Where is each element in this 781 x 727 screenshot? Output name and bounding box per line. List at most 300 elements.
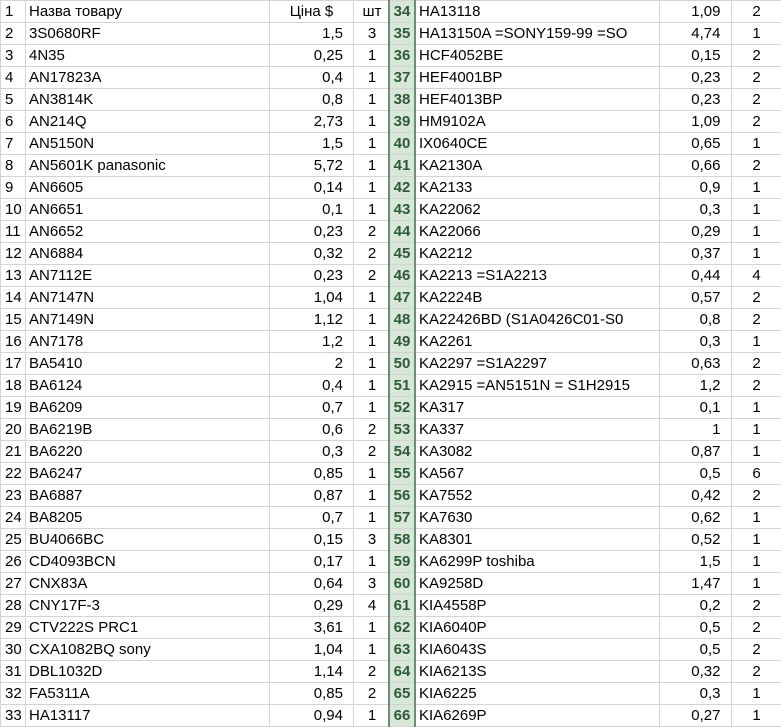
product-name-cell[interactable]: KA22426BD (S1A0426C01-S0 xyxy=(415,309,659,331)
product-name-cell[interactable]: HM9102A xyxy=(415,111,659,133)
product-name-cell[interactable]: KA2133 xyxy=(415,177,659,199)
table-row xyxy=(389,243,781,265)
row-number: 27 xyxy=(1,573,26,595)
table-row xyxy=(1,705,391,727)
table-row xyxy=(389,67,781,89)
table-row xyxy=(1,573,391,595)
qty-cell[interactable]: 1 xyxy=(354,67,391,89)
product-name-cell[interactable]: KA22062 xyxy=(415,199,659,221)
price-cell[interactable]: 0,85 xyxy=(270,683,354,705)
table-row xyxy=(1,441,391,463)
qty-cell[interactable]: 1 xyxy=(731,507,781,529)
table-row xyxy=(1,23,391,45)
product-name-cell[interactable]: KA337 xyxy=(415,419,659,441)
qty-cell[interactable]: 2 xyxy=(731,617,781,639)
qty-cell[interactable]: 2 xyxy=(354,661,391,683)
price-cell[interactable]: 1,2 xyxy=(270,331,354,353)
table-row xyxy=(1,89,391,111)
row-number: 51 xyxy=(389,375,415,397)
qty-cell[interactable]: 1 xyxy=(354,507,391,529)
qty-cell[interactable]: 2 xyxy=(354,441,391,463)
row-number: 62 xyxy=(389,617,415,639)
table-row xyxy=(1,419,391,441)
row-number: 9 xyxy=(1,177,26,199)
qty-cell[interactable]: 1 xyxy=(731,419,781,441)
price-cell[interactable]: 0,23 xyxy=(270,221,354,243)
product-name-cell[interactable]: CNY17F-3 xyxy=(26,595,270,617)
table-row xyxy=(1,529,391,551)
row-number: 37 xyxy=(389,67,415,89)
product-name-cell[interactable]: KIA6225 xyxy=(415,683,659,705)
qty-cell[interactable]: 1 xyxy=(731,397,781,419)
table-row xyxy=(389,199,781,221)
price-cell[interactable]: 0,29 xyxy=(659,221,731,243)
price-cell[interactable]: 1,2 xyxy=(659,375,731,397)
product-name-cell[interactable]: CD4093BCN xyxy=(26,551,270,573)
header-qty[interactable]: шт xyxy=(354,1,391,23)
row-number: 42 xyxy=(389,177,415,199)
qty-cell[interactable]: 2 xyxy=(731,309,781,331)
qty-cell[interactable]: 4 xyxy=(354,595,391,617)
price-cell[interactable]: 0,23 xyxy=(270,265,354,287)
row-number: 31 xyxy=(1,661,26,683)
row-number: 17 xyxy=(1,353,26,375)
table-row xyxy=(389,177,781,199)
row-number: 2 xyxy=(1,23,26,45)
qty-cell[interactable]: 2 xyxy=(731,287,781,309)
product-name-cell[interactable]: AN7147N xyxy=(26,287,270,309)
product-name-cell[interactable]: CXA1082BQ sony xyxy=(26,639,270,661)
price-cell[interactable]: 0,8 xyxy=(270,89,354,111)
qty-cell[interactable]: 1 xyxy=(731,529,781,551)
product-name-cell[interactable]: AN6651 xyxy=(26,199,270,221)
price-cell[interactable]: 0,65 xyxy=(659,133,731,155)
price-cell[interactable]: 0,3 xyxy=(659,199,731,221)
product-name-cell[interactable]: BU4066BC xyxy=(26,529,270,551)
table-row xyxy=(1,397,391,419)
price-cell[interactable]: 0,3 xyxy=(659,683,731,705)
qty-cell[interactable]: 2 xyxy=(354,683,391,705)
product-name-cell[interactable]: KA8301 xyxy=(415,529,659,551)
product-name-cell[interactable]: KA2130A xyxy=(415,155,659,177)
price-cell[interactable]: 0,4 xyxy=(270,67,354,89)
qty-cell[interactable]: 1 xyxy=(354,397,391,419)
product-name-cell[interactable]: KIA6213S xyxy=(415,661,659,683)
qty-cell[interactable]: 2 xyxy=(731,111,781,133)
qty-cell[interactable]: 1 xyxy=(354,45,391,67)
row-number: 16 xyxy=(1,331,26,353)
row-number: 39 xyxy=(389,111,415,133)
table-row xyxy=(1,595,391,617)
product-name-cell[interactable]: AN6884 xyxy=(26,243,270,265)
product-name-cell[interactable]: HCF4052BE xyxy=(415,45,659,67)
product-name-cell[interactable]: CNX83A xyxy=(26,573,270,595)
row-number: 56 xyxy=(389,485,415,507)
price-cell[interactable]: 0,1 xyxy=(270,199,354,221)
price-cell[interactable]: 0,94 xyxy=(270,705,354,727)
table-row xyxy=(389,221,781,243)
price-cell[interactable]: 0,64 xyxy=(270,573,354,595)
table-row xyxy=(389,617,781,639)
product-name-cell[interactable]: FA5311A xyxy=(26,683,270,705)
table-row xyxy=(389,419,781,441)
qty-cell[interactable]: 2 xyxy=(731,595,781,617)
row-number: 8 xyxy=(1,155,26,177)
row-number: 11 xyxy=(1,221,26,243)
row-number: 30 xyxy=(1,639,26,661)
qty-cell[interactable]: 1 xyxy=(354,331,391,353)
price-cell[interactable]: 0,17 xyxy=(270,551,354,573)
table-row xyxy=(389,397,781,419)
product-name-cell[interactable]: KA567 xyxy=(415,463,659,485)
table-row xyxy=(389,705,781,727)
product-name-cell[interactable]: AN3814K xyxy=(26,89,270,111)
price-cell[interactable]: 4,74 xyxy=(659,23,731,45)
table-row xyxy=(1,551,391,573)
price-cell[interactable]: 0,63 xyxy=(659,353,731,375)
price-cell[interactable]: 0,5 xyxy=(659,639,731,661)
table-row xyxy=(1,309,391,331)
row-number: 46 xyxy=(389,265,415,287)
price-cell[interactable]: 1,09 xyxy=(659,111,731,133)
product-name-cell[interactable]: AN17823A xyxy=(26,67,270,89)
row-number: 6 xyxy=(1,111,26,133)
product-name-cell[interactable]: AN214Q xyxy=(26,111,270,133)
table-row xyxy=(1,375,391,397)
row-number: 34 xyxy=(389,1,415,23)
qty-cell[interactable]: 2 xyxy=(731,1,781,23)
price-cell[interactable]: 0,27 xyxy=(659,705,731,727)
table-row xyxy=(1,177,391,199)
price-cell[interactable]: 1,5 xyxy=(270,23,354,45)
row-number: 52 xyxy=(389,397,415,419)
qty-cell[interactable]: 1 xyxy=(354,617,391,639)
qty-cell[interactable]: 1 xyxy=(354,639,391,661)
row-number: 4 xyxy=(1,67,26,89)
price-cell[interactable]: 0,37 xyxy=(659,243,731,265)
qty-cell[interactable]: 6 xyxy=(731,463,781,485)
table-row xyxy=(389,507,781,529)
price-cell[interactable]: 1,09 xyxy=(659,1,731,23)
price-cell[interactable]: 0,15 xyxy=(270,529,354,551)
row-number: 58 xyxy=(389,529,415,551)
product-name-cell[interactable]: KA2212 xyxy=(415,243,659,265)
price-cell[interactable]: 0,3 xyxy=(270,441,354,463)
price-cell[interactable]: 0,15 xyxy=(659,45,731,67)
product-name-cell[interactable]: KIA6269P xyxy=(415,705,659,727)
product-name-cell[interactable]: KA2213 =S1A2213 xyxy=(415,265,659,287)
table-row xyxy=(1,639,391,661)
row-number: 53 xyxy=(389,419,415,441)
qty-cell[interactable]: 2 xyxy=(354,221,391,243)
price-cell[interactable]: 5,72 xyxy=(270,155,354,177)
price-cell[interactable]: 0,3 xyxy=(659,331,731,353)
qty-cell[interactable]: 2 xyxy=(731,661,781,683)
price-cell[interactable]: 0,8 xyxy=(659,309,731,331)
product-name-cell[interactable]: KIA6043S xyxy=(415,639,659,661)
table-row xyxy=(389,133,781,155)
price-cell[interactable]: 0,32 xyxy=(270,243,354,265)
price-cell[interactable]: 1,5 xyxy=(270,133,354,155)
table-row xyxy=(389,573,781,595)
price-cell[interactable]: 1,47 xyxy=(659,573,731,595)
product-name-cell[interactable]: AN7149N xyxy=(26,309,270,331)
qty-cell[interactable]: 1 xyxy=(354,133,391,155)
qty-cell[interactable]: 1 xyxy=(731,133,781,155)
row-number: 7 xyxy=(1,133,26,155)
row-number: 59 xyxy=(389,551,415,573)
product-name-cell[interactable]: AN7112E xyxy=(26,265,270,287)
header-name[interactable]: Назва товару xyxy=(26,1,270,23)
qty-cell[interactable]: 2 xyxy=(354,419,391,441)
product-name-cell[interactable]: AN6605 xyxy=(26,177,270,199)
row-number: 35 xyxy=(389,23,415,45)
price-cell[interactable]: 0,29 xyxy=(270,595,354,617)
row-number: 20 xyxy=(1,419,26,441)
qty-cell[interactable]: 2 xyxy=(354,243,391,265)
price-cell[interactable]: 3,61 xyxy=(270,617,354,639)
price-cell[interactable]: 2 xyxy=(270,353,354,375)
qty-cell[interactable]: 4 xyxy=(731,265,781,287)
row-number: 49 xyxy=(389,331,415,353)
price-cell[interactable]: 0,7 xyxy=(270,507,354,529)
product-name-cell[interactable]: BA6220 xyxy=(26,441,270,463)
qty-cell[interactable]: 3 xyxy=(354,529,391,551)
price-cell[interactable]: 0,62 xyxy=(659,507,731,529)
row-number: 26 xyxy=(1,551,26,573)
price-cell[interactable]: 0,32 xyxy=(659,661,731,683)
price-cell[interactable]: 1,12 xyxy=(270,309,354,331)
table-row xyxy=(389,1,781,23)
row-number: 63 xyxy=(389,639,415,661)
qty-cell[interactable]: 2 xyxy=(731,155,781,177)
price-cell[interactable]: 0,23 xyxy=(659,67,731,89)
table-row xyxy=(389,287,781,309)
product-name-cell[interactable]: BA6219B xyxy=(26,419,270,441)
qty-cell[interactable]: 2 xyxy=(731,45,781,67)
table-row xyxy=(1,331,391,353)
table-row xyxy=(1,287,391,309)
product-name-cell[interactable]: AN7178 xyxy=(26,331,270,353)
price-cell[interactable]: 0,23 xyxy=(659,89,731,111)
product-name-cell[interactable]: HEF4001BP xyxy=(415,67,659,89)
qty-cell[interactable]: 1 xyxy=(731,441,781,463)
product-name-cell[interactable]: HA13150A =SONY159-99 =SO xyxy=(415,23,659,45)
qty-cell[interactable]: 1 xyxy=(354,705,391,727)
table-row xyxy=(389,551,781,573)
product-name-cell[interactable]: KA7552 xyxy=(415,485,659,507)
row-number: 18 xyxy=(1,375,26,397)
qty-cell[interactable]: 1 xyxy=(354,111,391,133)
price-cell[interactable]: 0,9 xyxy=(659,177,731,199)
price-cell[interactable]: 0,57 xyxy=(659,287,731,309)
product-name-cell[interactable]: DBL1032D xyxy=(26,661,270,683)
row-number: 54 xyxy=(389,441,415,463)
table-row xyxy=(389,353,781,375)
qty-cell[interactable]: 1 xyxy=(354,177,391,199)
qty-cell[interactable]: 1 xyxy=(731,221,781,243)
row-number: 14 xyxy=(1,287,26,309)
price-cell[interactable]: 0,5 xyxy=(659,617,731,639)
product-name-cell[interactable]: HA13117 xyxy=(26,705,270,727)
product-name-cell[interactable]: KA317 xyxy=(415,397,659,419)
row-number: 61 xyxy=(389,595,415,617)
product-name-cell[interactable]: 4N35 xyxy=(26,45,270,67)
price-cell[interactable]: 0,42 xyxy=(659,485,731,507)
product-name-cell[interactable]: AN5150N xyxy=(26,133,270,155)
qty-cell[interactable]: 1 xyxy=(354,353,391,375)
header-price[interactable]: Ціна $ xyxy=(270,1,354,23)
price-cell[interactable]: 0,5 xyxy=(659,463,731,485)
product-name-cell[interactable]: 3S0680RF xyxy=(26,23,270,45)
price-cell[interactable]: 1 xyxy=(659,419,731,441)
qty-cell[interactable]: 1 xyxy=(354,155,391,177)
row-number: 47 xyxy=(389,287,415,309)
row-number: 22 xyxy=(1,463,26,485)
product-name-cell[interactable]: AN5601K panasonic xyxy=(26,155,270,177)
price-cell[interactable]: 0,25 xyxy=(270,45,354,67)
price-cell[interactable]: 0,4 xyxy=(270,375,354,397)
table-row xyxy=(389,23,781,45)
price-cell[interactable]: 1,04 xyxy=(270,639,354,661)
table-row xyxy=(389,89,781,111)
row-number: 1 xyxy=(1,1,26,23)
row-number: 65 xyxy=(389,683,415,705)
qty-cell[interactable]: 1 xyxy=(731,177,781,199)
row-number: 41 xyxy=(389,155,415,177)
row-number: 28 xyxy=(1,595,26,617)
table-row xyxy=(389,309,781,331)
product-name-cell[interactable]: KIA4558P xyxy=(415,595,659,617)
table-row xyxy=(1,661,391,683)
row-number: 19 xyxy=(1,397,26,419)
product-name-cell[interactable]: BA8205 xyxy=(26,507,270,529)
qty-cell[interactable]: 2 xyxy=(731,485,781,507)
table-row xyxy=(389,155,781,177)
product-name-cell[interactable]: BA6887 xyxy=(26,485,270,507)
table-row xyxy=(1,485,391,507)
qty-cell[interactable]: 2 xyxy=(731,89,781,111)
qty-cell[interactable]: 1 xyxy=(731,331,781,353)
row-number: 55 xyxy=(389,463,415,485)
table-row xyxy=(389,111,781,133)
price-cell[interactable]: 0,14 xyxy=(270,177,354,199)
product-name-cell[interactable]: KA6299P toshiba xyxy=(415,551,659,573)
qty-cell[interactable]: 1 xyxy=(731,573,781,595)
table-row xyxy=(1,111,391,133)
table-row xyxy=(389,375,781,397)
qty-cell[interactable]: 1 xyxy=(731,23,781,45)
price-cell[interactable]: 0,6 xyxy=(270,419,354,441)
qty-cell[interactable]: 1 xyxy=(354,89,391,111)
price-cell[interactable]: 0,66 xyxy=(659,155,731,177)
product-name-cell[interactable]: BA6124 xyxy=(26,375,270,397)
table-row xyxy=(1,199,391,221)
qty-cell[interactable]: 2 xyxy=(731,67,781,89)
product-name-cell[interactable]: KA22066 xyxy=(415,221,659,243)
qty-cell[interactable]: 1 xyxy=(354,551,391,573)
qty-cell[interactable]: 1 xyxy=(731,705,781,727)
qty-cell[interactable]: 1 xyxy=(731,683,781,705)
qty-cell[interactable]: 2 xyxy=(731,639,781,661)
table-row xyxy=(1,67,391,89)
table-row xyxy=(1,617,391,639)
row-number: 57 xyxy=(389,507,415,529)
product-name-cell[interactable]: KA9258D xyxy=(415,573,659,595)
table-row xyxy=(389,683,781,705)
price-cell[interactable]: 0,85 xyxy=(270,463,354,485)
row-number: 36 xyxy=(389,45,415,67)
product-name-cell[interactable]: KA3082 xyxy=(415,441,659,463)
product-name-cell[interactable]: HA13118 xyxy=(415,1,659,23)
table-row xyxy=(389,45,781,67)
product-name-cell[interactable]: KA2261 xyxy=(415,331,659,353)
row-number: 33 xyxy=(1,705,26,727)
qty-cell[interactable]: 1 xyxy=(354,199,391,221)
qty-cell[interactable]: 1 xyxy=(731,551,781,573)
price-cell[interactable]: 0,44 xyxy=(659,265,731,287)
price-cell[interactable]: 0,52 xyxy=(659,529,731,551)
product-name-cell[interactable]: KA2224B xyxy=(415,287,659,309)
qty-cell[interactable]: 3 xyxy=(354,23,391,45)
row-number: 66 xyxy=(389,705,415,727)
price-cell[interactable]: 0,7 xyxy=(270,397,354,419)
row-number: 48 xyxy=(389,309,415,331)
qty-cell[interactable]: 2 xyxy=(731,353,781,375)
price-cell[interactable]: 0,87 xyxy=(270,485,354,507)
price-cell[interactable]: 1,5 xyxy=(659,551,731,573)
qty-cell[interactable]: 1 xyxy=(354,287,391,309)
product-name-cell[interactable]: AN6652 xyxy=(26,221,270,243)
row-number: 60 xyxy=(389,573,415,595)
price-cell[interactable]: 2,73 xyxy=(270,111,354,133)
price-cell[interactable]: 0,1 xyxy=(659,397,731,419)
qty-cell[interactable]: 1 xyxy=(354,375,391,397)
product-name-cell[interactable]: KA7630 xyxy=(415,507,659,529)
table-row xyxy=(1,353,391,375)
table-row xyxy=(1,683,391,705)
product-name-cell[interactable]: HEF4013BP xyxy=(415,89,659,111)
price-cell[interactable]: 1,04 xyxy=(270,287,354,309)
row-number: 44 xyxy=(389,221,415,243)
product-name-cell[interactable]: KIA6040P xyxy=(415,617,659,639)
qty-cell[interactable]: 1 xyxy=(354,309,391,331)
product-name-cell[interactable]: BA5410 xyxy=(26,353,270,375)
qty-cell[interactable]: 2 xyxy=(731,375,781,397)
qty-cell[interactable]: 3 xyxy=(354,573,391,595)
product-name-cell[interactable]: BA6247 xyxy=(26,463,270,485)
row-number: 38 xyxy=(389,89,415,111)
table-row xyxy=(1,45,391,67)
qty-cell[interactable]: 1 xyxy=(354,485,391,507)
row-number: 21 xyxy=(1,441,26,463)
product-name-cell[interactable]: IX0640CE xyxy=(415,133,659,155)
price-cell[interactable]: 0,87 xyxy=(659,441,731,463)
price-cell[interactable]: 1,14 xyxy=(270,661,354,683)
price-cell[interactable]: 0,2 xyxy=(659,595,731,617)
row-number: 40 xyxy=(389,133,415,155)
row-number: 64 xyxy=(389,661,415,683)
qty-cell[interactable]: 1 xyxy=(731,243,781,265)
product-name-cell[interactable]: CTV222S PRC1 xyxy=(26,617,270,639)
qty-cell[interactable]: 2 xyxy=(354,265,391,287)
product-name-cell[interactable]: BA6209 xyxy=(26,397,270,419)
qty-cell[interactable]: 1 xyxy=(731,199,781,221)
qty-cell[interactable]: 1 xyxy=(354,463,391,485)
product-name-cell[interactable]: KA2915 =AN5151N = S1H2915 xyxy=(415,375,659,397)
product-name-cell[interactable]: KA2297 =S1A2297 xyxy=(415,353,659,375)
row-number: 10 xyxy=(1,199,26,221)
